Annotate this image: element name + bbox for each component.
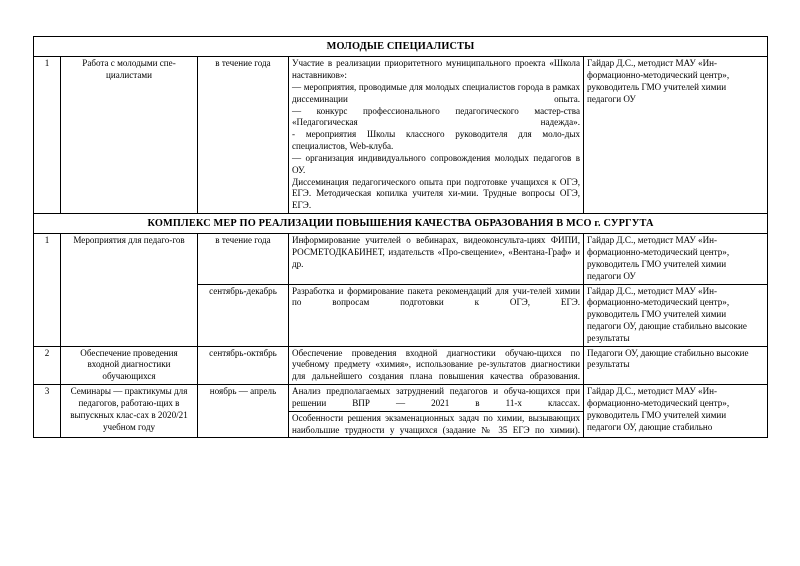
section-title-young-specialists: МОЛОДЫЕ СПЕЦИАЛИСТЫ — [34, 37, 768, 57]
row-responsible — [584, 346, 768, 384]
responsible-paragraph: Гайдар Д.С., методист МАУ «Ин-формационно-методический центр», — [587, 285, 730, 308]
responsible-paragraph: руководитель ГМО учителей химии — [587, 258, 727, 269]
responsible-paragraph: педагоги ОУ — [587, 93, 636, 104]
row-description — [289, 385, 584, 412]
description-paragraph: Разработка и формирование пакета рекомендаций для учи-телей химии по вопросам подготовки к ОГЭ, ЕГЭ. — [292, 285, 580, 308]
description-paragraph: Участие в реализации приоритетного муниципального проекта «Школа наставников»: — [292, 58, 580, 81]
description-paragraph: - мероприятия Школы классного руководителя для моло-дых специалистов, Web-клуба. — [292, 129, 580, 152]
description-paragraph: — конкурс профессионального педагогического мастер-ства «Педагогическая надежда». — [292, 105, 580, 128]
description-paragraph: Информирование учителей о вебинарах, видеоконсульта-циях ФИПИ, РОСМЕТОДКАБИНЕТ, издательств «Про-свещение», «Вентана-Граф» и др. — [292, 235, 580, 269]
table-row — [34, 234, 768, 284]
row-description — [289, 411, 584, 438]
responsible-paragraph: Гайдар Д.С., методист МАУ «Ин-формационно-методический центр», — [587, 58, 730, 81]
section-header-row — [34, 37, 768, 57]
description-paragraph: Диссеминация педагогического опыта при подготовке учащихся к ОГЭ, ЕГЭ. Методическая копилка учителя хи-мии. Трудные вопросы ОГЭ, ЕГЭ. — [292, 176, 580, 211]
table-row — [34, 57, 768, 214]
row-number: 2 — [34, 346, 61, 384]
section-title-quality-improvement: КОМПЛЕКС МЕР ПО РЕАЛИЗАЦИИ ПОВЫШЕНИЯ КАЧЕСТВА ОБРАЗОВАНИЯ В МСО г. СУРГУТА — [34, 213, 768, 233]
description-paragraph: — мероприятия, проводимые для молодых специалистов города в рамках диссеминации опыта. — [292, 82, 580, 104]
row-timeframe: сентябрь-октябрь — [198, 346, 289, 384]
responsible-paragraph: руководитель ГМО учителей химии — [587, 82, 727, 92]
responsible-paragraph: педагоги ОУ — [587, 270, 636, 281]
row-number: 1 — [34, 57, 61, 214]
row-description — [289, 234, 584, 284]
table-row — [34, 346, 768, 384]
row-description — [289, 346, 584, 384]
row-responsible — [584, 57, 768, 214]
responsible-paragraph: педагоги ОУ, дающие стабильно — [587, 421, 713, 432]
responsible-paragraph: Гайдар Д.С., методист МАУ «Ин-формационно-методический центр», — [587, 386, 730, 408]
description-paragraph: Обеспечение проведения входной диагностики обучаю-щихся по учебному предмету «химия», использование ре-зультатов диагностики для дальнейшего создания плана повышения качества образования. — [292, 347, 580, 382]
section-header-row — [34, 213, 768, 233]
responsible-paragraph: руководитель ГМО учителей химии — [587, 409, 727, 420]
row-responsible — [584, 234, 768, 284]
row-description — [289, 284, 584, 346]
row-timeframe: в течение года — [198, 234, 289, 284]
row-activity-name: Семинары — практикумы для педагогов, работаю-щих в выпускных клас-сах в 2020/21 учебном году — [61, 385, 198, 438]
row-number: 1 — [34, 234, 61, 346]
row-description — [289, 57, 584, 214]
row-timeframe: сентябрь-декабрь — [198, 284, 289, 346]
action-plan-table — [33, 36, 768, 438]
row-responsible — [584, 284, 768, 346]
table-row — [34, 385, 768, 412]
description-paragraph: Анализ предполагаемых затруднений педагогов и обуча-ющихся при решении ВПР — 2021 в 11-х классах. — [292, 386, 580, 408]
responsible-paragraph: Педагоги ОУ, дающие стабильно высокие результаты — [587, 347, 749, 370]
row-activity-name: Мероприятия для педаго-гов — [61, 234, 198, 346]
description-paragraph: — организация индивидуального сопровождения молодых педагогов в ОУ. — [292, 152, 580, 175]
responsible-paragraph: руководитель ГМО учителей химии — [587, 309, 727, 320]
row-activity-name: Обеспечение проведения входной диагностики обучающихся — [61, 346, 198, 384]
row-timeframe: в течение года — [198, 57, 289, 214]
responsible-paragraph: Гайдар Д.С., методист МАУ «Ин-формационно-методический центр», — [587, 235, 730, 258]
responsible-paragraph: педагоги ОУ, дающие стабильно высокие результаты — [587, 321, 747, 343]
row-number: 3 — [34, 385, 61, 438]
row-timeframe: ноябрь — апрель — [198, 385, 289, 438]
description-paragraph: Особенности решения экзаменационных задач по химии, вызывающих наибольшие трудности у учащихся (задание № 35 ЕГЭ по химии). — [292, 412, 580, 435]
row-responsible — [584, 385, 768, 438]
row-activity-name: Работа с молодыми спе-циалистами — [61, 57, 198, 214]
